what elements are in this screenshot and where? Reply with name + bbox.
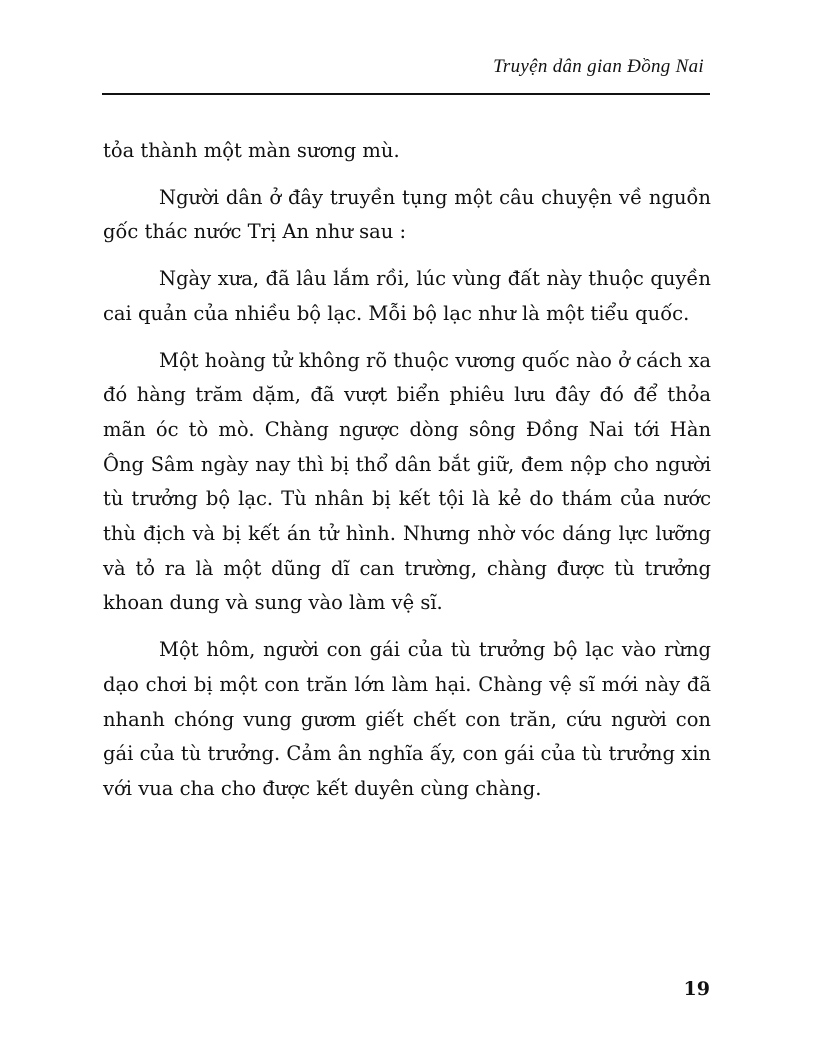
header-divider bbox=[102, 93, 710, 95]
paragraph: Người dân ở đây truyền tụng một câu chuyện về nguồn gốc thác nước Trị An như sau : bbox=[103, 185, 711, 244]
paragraph: tỏa thành một màn sương mù. bbox=[103, 139, 400, 162]
paragraph: Một hôm, người con gái của tù trưởng bộ lạc vào rừng dạo chơi bị một con trăn lớn làm hại. Chàng vệ sĩ mới này đã nhanh chóng vung gươm giết chết con trăn, cứu người con gái của tù trưởng. Cảm ân nghĩa ấy, con gái của tù trưởng xin với vua cha cho được kết duyên cùng chàng. bbox=[103, 638, 711, 800]
paragraph: Ngày xưa, đã lâu lắm rồi, lúc vùng đất này thuộc quyền cai quản của nhiều bộ lạc. Mỗi bộ lạc như là một tiểu quốc. bbox=[103, 267, 711, 325]
body-text bbox=[103, 134, 711, 819]
running-header: Truyện dân gian Đồng Nai bbox=[493, 56, 704, 77]
page-number: 19 bbox=[683, 978, 710, 1000]
paragraph: Một hoàng tử không rõ thuộc vương quốc nào ở cách xa đó hàng trăm dặm, đã vượt biển phiêu lưu đây đó để thỏa mãn óc tò mò. Chàng ngược dòng sông Đồng Nai tới Hàn Ông Sâm ngày nay thì bị thổ dân bắt giữ, đem nộp cho người tù trưởng bộ lạc. Tù nhân bị kết tội là kẻ do thám của nước thù địch và bị kết án tử hình. Nhưng nhờ vóc dáng lực lưỡng và tỏ ra là một dũng dĩ can trường, chàng được tù trưởng khoan dung và sung vào làm vệ sĩ. bbox=[103, 348, 711, 615]
